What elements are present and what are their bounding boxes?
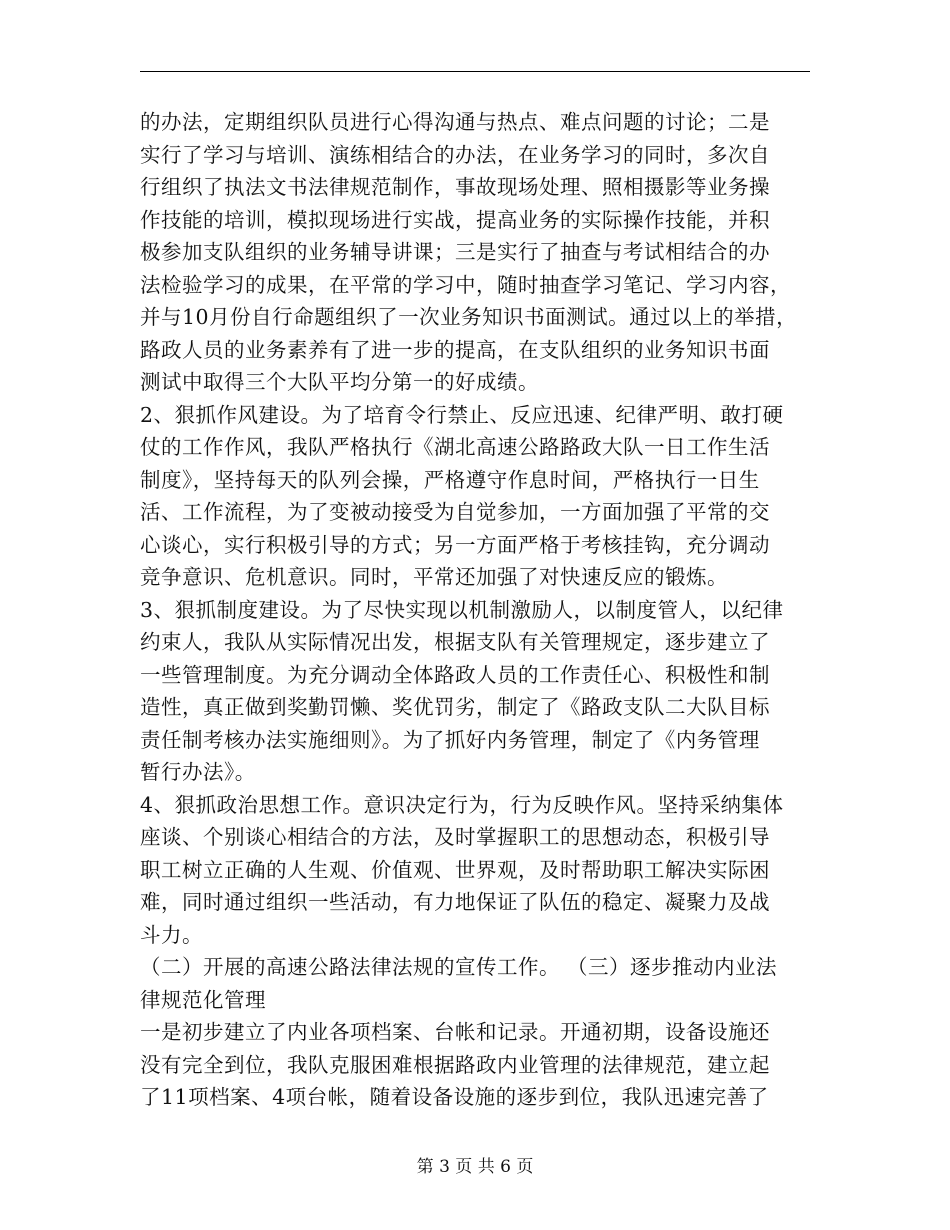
text-line: 行组织了执法文书法律规范制作，事故现场处理、照相摄影等业务操 bbox=[140, 175, 770, 199]
text-line: 斗力。 bbox=[140, 922, 203, 947]
text-line: 了11项档案、4项台帐，随着设备设施的逐步到位，我队迅速完善了 bbox=[140, 1085, 769, 1109]
text-line: 的办法，定期组织队员进行心得沟通与热点、难点问题的讨论；二是 bbox=[140, 110, 770, 134]
text-line: 暂行办法》。 bbox=[140, 760, 256, 784]
text-line: 职工树立正确的人生观、价值观、世界观，及时帮助职工解决实际困 bbox=[140, 857, 770, 882]
text-line: 没有完全到位，我队克服困难根据路政内业管理的法律规范，建立起 bbox=[140, 1052, 770, 1077]
text-line: 约束人，我队从实际情况出发，根据支队有关管理规定，逐步建立了 bbox=[140, 630, 770, 654]
text-line: 难，同时通过组织一些活动，有力地保证了队伍的稳定、凝聚力及战 bbox=[140, 890, 770, 914]
text-line: 测试中取得三个大队平均分第一的好成绩。 bbox=[140, 370, 539, 394]
text-line: （二）开展的高速公路法律法规的宣传工作。 （三）逐步推动内业法 bbox=[140, 955, 778, 979]
text-line: 法检验学习的成果，在平常的学习中，随时抽查学习笔记、学习内容， bbox=[140, 272, 791, 297]
text-line: 一些管理制度。为充分调动全体路政人员的工作责任心、积极性和制 bbox=[140, 662, 770, 687]
text-line: 造性，真正做到奖勤罚懒、奖优罚劣，制定了《路政支队二大队目标 bbox=[140, 695, 770, 719]
text-line: 竞争意识、危机意识。同时，平常还加强了对快速反应的锻炼。 bbox=[140, 565, 728, 589]
text-line: 座谈、个别谈心相结合的方法，及时掌握职工的思想动态，积极引导 bbox=[140, 825, 770, 849]
text-line: 责任制考核办法实施细则》。为了抓好内务管理，制定了《内务管理 bbox=[140, 727, 760, 752]
text-line: 一是初步建立了内业各项档案、台帐和记录。开通初期，设备设施还 bbox=[140, 1020, 770, 1044]
text-line: 活、工作流程，为了变被动接受为自觉参加，一方面加强了平常的交 bbox=[140, 500, 770, 524]
text-line: 实行了学习与培训、演练相结合的办法，在业务学习的同时，多次自 bbox=[140, 142, 770, 167]
text-line: 路政人员的业务素养有了进一步的提高，在支队组织的业务知识书面 bbox=[140, 337, 770, 362]
text-line: 作技能的培训，模拟现场进行实战，提高业务的实际操作技能，并积 bbox=[140, 207, 770, 232]
text-line: 制度》，坚持每天的队列会操，严格遵守作息时间，严格执行一日生 bbox=[140, 467, 760, 492]
text-line: 心谈心，实行积极引导的方式；另一方面严格于考核挂钩，充分调动 bbox=[140, 532, 770, 557]
text-line: 3、狠抓制度建设。为了尽快实现以机制激励人，以制度管人，以纪律 bbox=[140, 597, 784, 622]
text-line: 并与10月份自行命题组织了一次业务知识书面测试。通过以上的举措， bbox=[140, 305, 798, 329]
page-number: 第 3 页 共 6 页 bbox=[416, 1157, 534, 1177]
text-line: 律规范化管理 bbox=[140, 987, 266, 1012]
text-line: 仗的工作作风，我队严格执行《湖北高速公路路政大队一日工作生活 bbox=[140, 435, 770, 459]
text-line: 4、狠抓政治思想工作。意识决定行为，行为反映作风。坚持采纳集体 bbox=[140, 792, 784, 817]
document-body bbox=[140, 106, 810, 1114]
header-rule bbox=[140, 71, 810, 72]
text-line: 2、狠抓作风建设。为了培育令行禁止、反应迅速、纪律严明、敢打硬 bbox=[140, 402, 784, 427]
text-line: 极参加支队组织的业务辅导讲课；三是实行了抽查与考试相结合的办 bbox=[140, 240, 770, 264]
